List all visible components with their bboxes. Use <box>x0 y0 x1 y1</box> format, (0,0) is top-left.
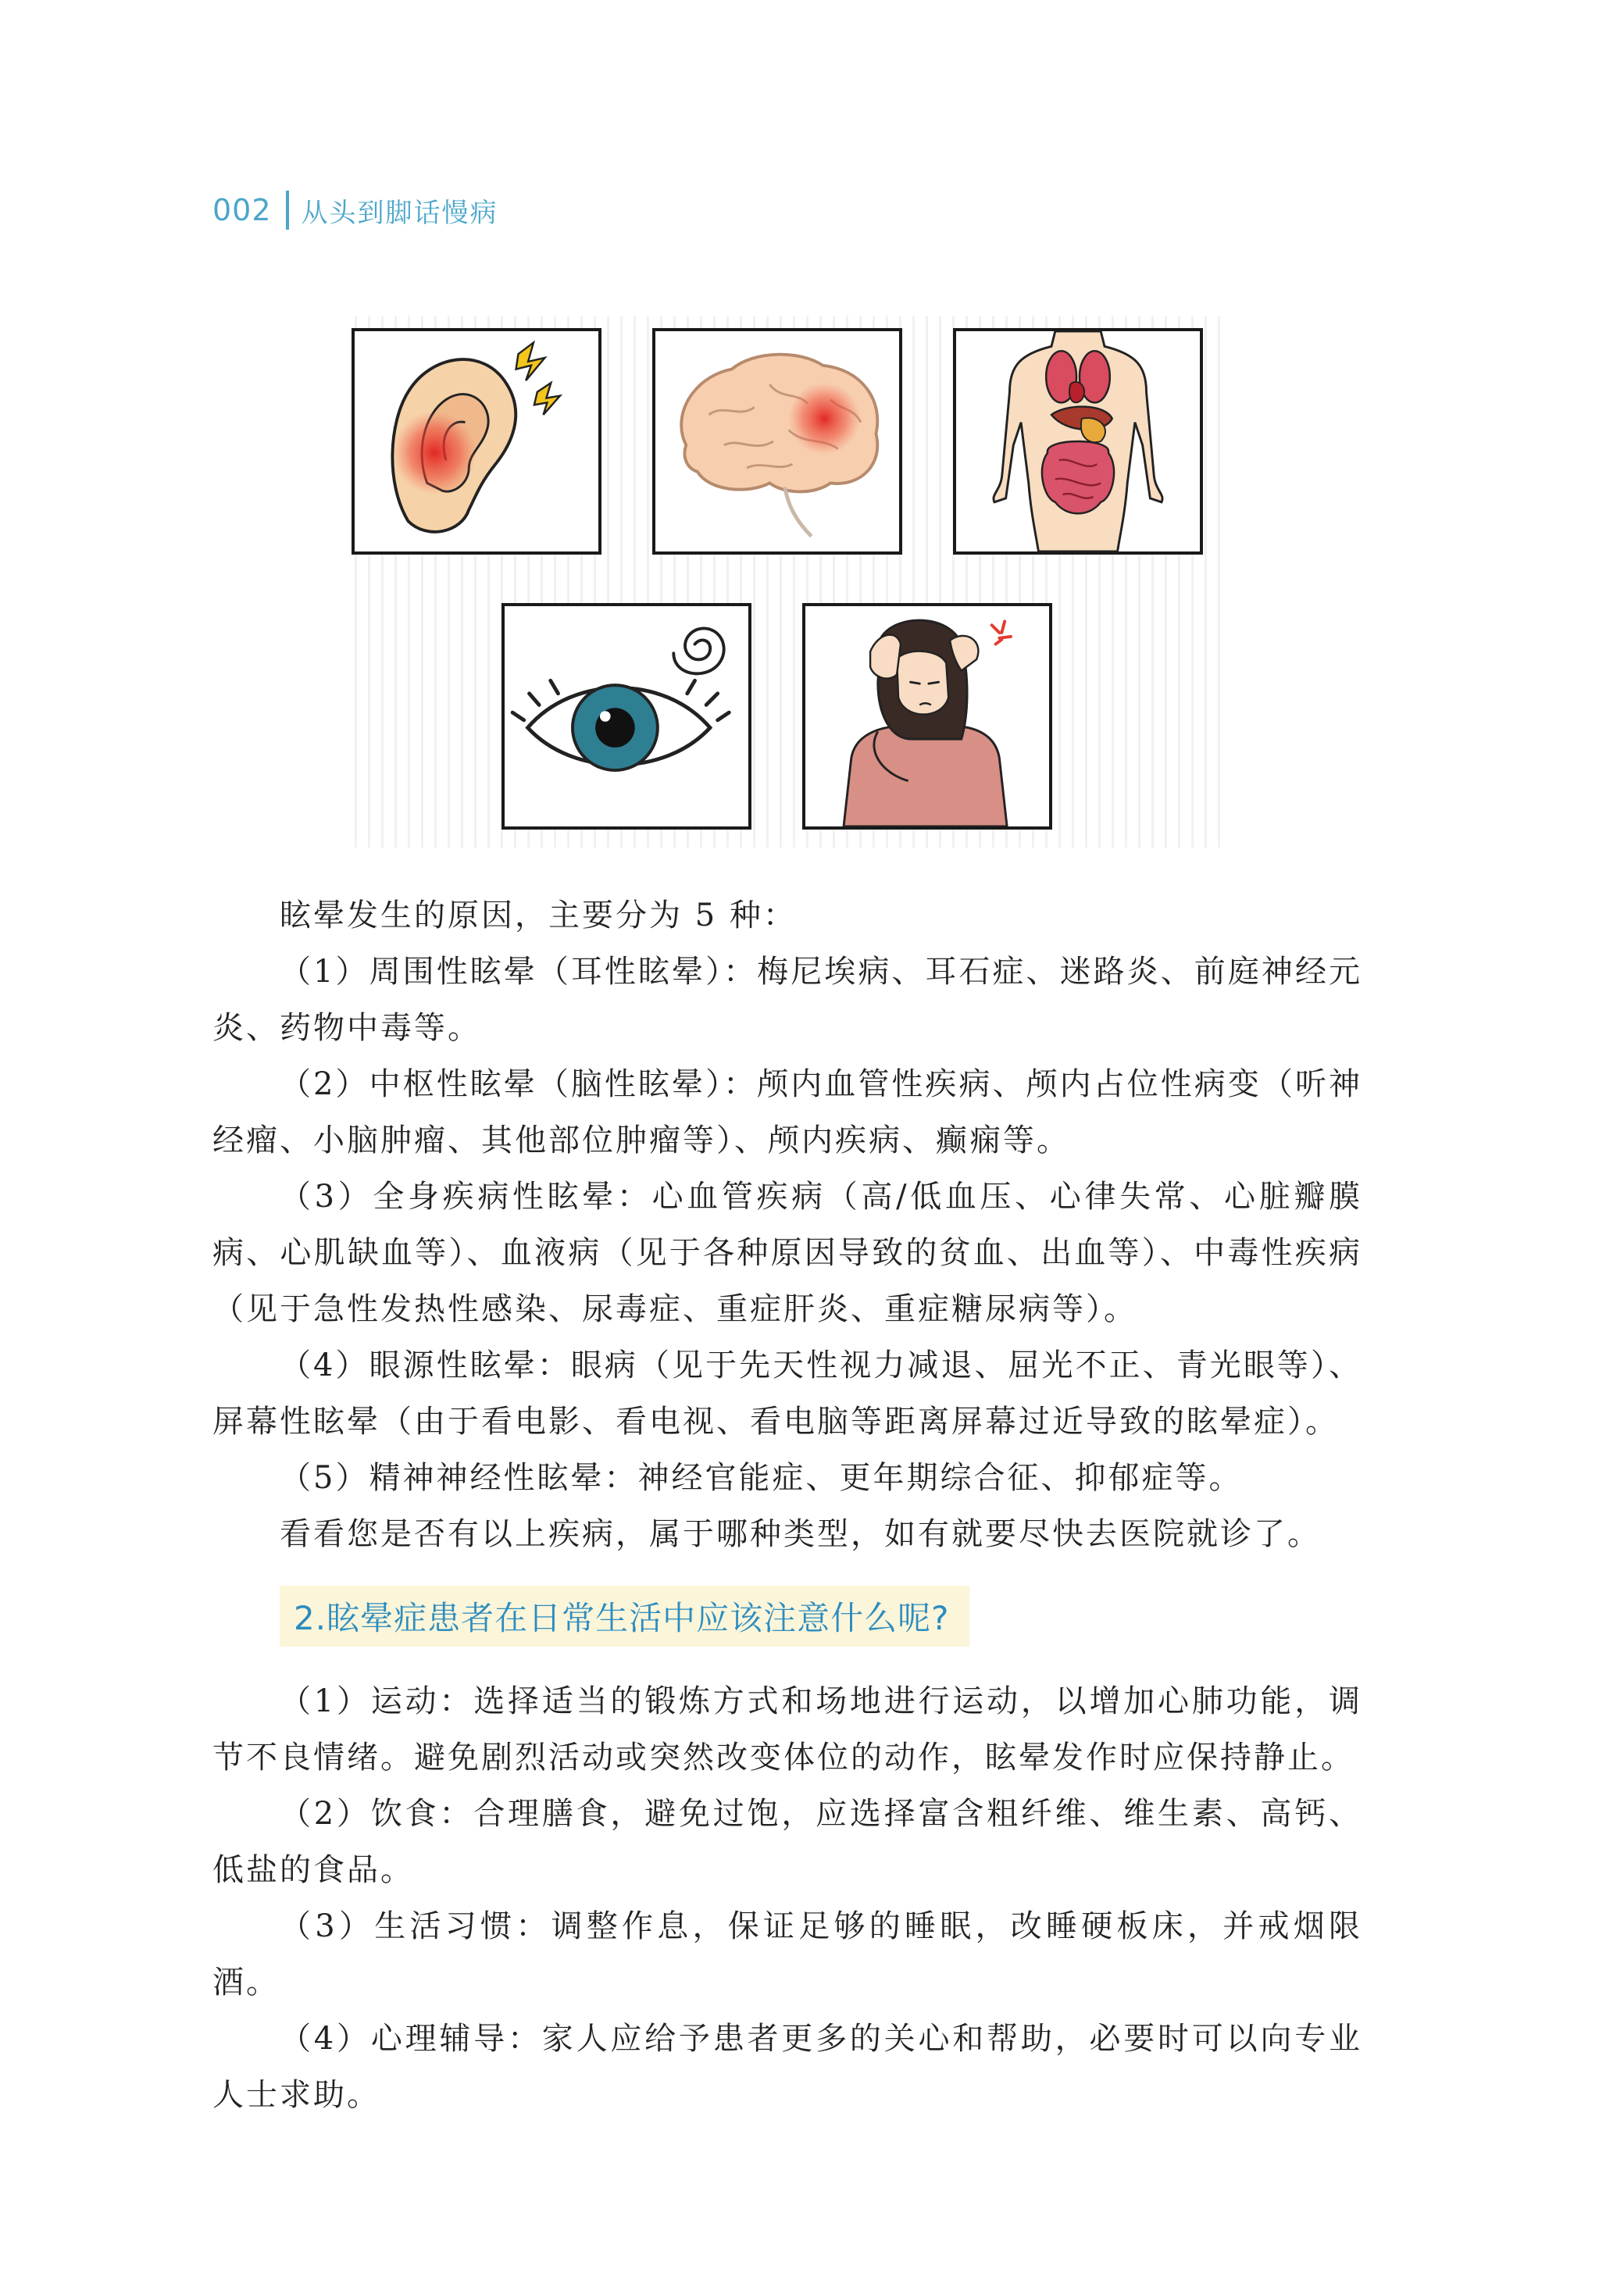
cause-item: （2）中枢性眩晕（脑性眩晕）：颅内血管性疾病、颅内占位性病变（听神经瘤、小脑肿瘤、其他部位肿瘤等）、颅内疾病、癫痫等。 <box>212 1066 1362 1158</box>
header-divider <box>286 191 289 230</box>
eye-panel <box>501 603 751 830</box>
book-title: 从头到脚话慢病 <box>301 197 498 229</box>
body-panel <box>953 328 1203 555</box>
ear-panel <box>352 328 601 555</box>
cause-item: （3）全身疾病性眩晕：心血管疾病（高/低血压、心律失常、心脏瓣膜病、心肌缺血等）、血液病（见于各种原因导致的贫血、出血等）、中毒性疾病（见于急性发热性感染、尿毒症、重症肝炎、重症糖尿病等）。 <box>212 1179 1362 1327</box>
advice-item: （2）饮食：合理膳食，避免过饱，应选择富含粗纤维、维生素、高钙、低盐的食品。 <box>212 1796 1362 1888</box>
causes-block <box>212 887 1362 1562</box>
page-number: 002 <box>212 193 272 227</box>
causes-closing: 看看您是否有以上疾病，属于哪种类型，如有就要尽快去医院就诊了。 <box>280 1516 1321 1552</box>
ear-pain-icon <box>355 331 598 551</box>
dizzy-eye-icon <box>505 606 748 826</box>
body-organs-icon <box>956 331 1200 551</box>
advice-item: （3）生活习惯：调整作息，保证足够的睡眠，改睡硬板床，并戒烟限酒。 <box>212 1908 1362 2001</box>
causes-intro: 眩晕发生的原因，主要分为 5 种： <box>280 898 797 933</box>
brain-panel <box>652 328 902 555</box>
advice-item: （1）运动：选择适当的锻炼方式和场地进行运动，以增加心肺功能，调节不良情绪。避免剧烈活动或突然改变体位的动作，眩晕发作时应保持静止。 <box>212 1683 1362 1776</box>
section-heading: 2.眩晕症患者在日常生活中应该注意什么呢? <box>280 1586 969 1647</box>
cause-item: （1）周围性眩晕（耳性眩晕）：梅尼埃病、耳石症、迷路炎、前庭神经元炎、药物中毒等。 <box>212 954 1362 1046</box>
cause-item: （5）精神神经性眩晕：神经官能症、更年期综合征、抑郁症等。 <box>280 1460 1243 1496</box>
cause-item: （4）眼源性眩晕：眼病（见于先天性视力减退、屈光不正、青光眼等）、屏幕性眩晕（由于看电影、看电视、看电脑等距离屏幕过近导致的眩晕症）。 <box>212 1347 1362 1440</box>
advice-block <box>212 1673 1362 2123</box>
advice-item: （4）心理辅导：家人应给予患者更多的关心和帮助，必要时可以向专业人士求助。 <box>212 2021 1362 2113</box>
headache-panel <box>802 603 1052 830</box>
brain-pain-icon <box>655 331 899 551</box>
running-header <box>212 191 498 229</box>
headache-woman-icon <box>805 606 1049 826</box>
